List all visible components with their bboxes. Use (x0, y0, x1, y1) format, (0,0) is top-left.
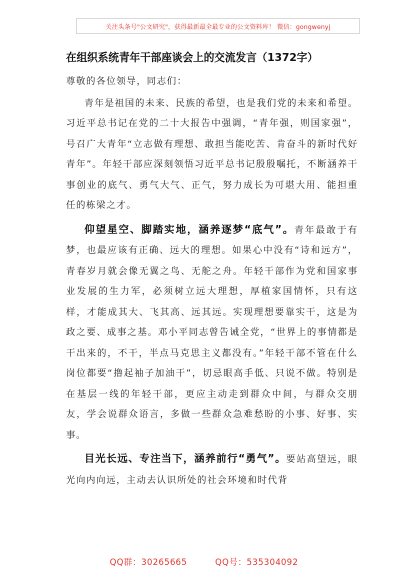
document-body (66, 72, 358, 491)
salutation: 尊敬的各位领导，同志们： (66, 76, 188, 87)
qq-group-text: QQ群：30265665 (109, 557, 188, 567)
paragraph-intro (66, 94, 358, 217)
promo-banner-text: 关注头条号"公文研究"，获得最新最全最专业的公文资料库！ 微信：gongwenyj (105, 23, 331, 31)
section-heading: 仰望星空、脚踏实地，涵养逐梦“底气”。 (84, 224, 295, 236)
qq-number-text: QQ号：535304092 (215, 557, 299, 567)
section-heading: 目光长远、专注当下，涵养前行“勇气”。 (84, 454, 287, 465)
contact-footer (0, 556, 408, 568)
document-title: 在组织系统青年干部座谈会上的交流发言（1372字） (66, 52, 318, 64)
paragraph-section-1 (66, 221, 358, 447)
paragraph-text: 要站高望远，眼光向内向远，主动去认识所处的社会环境和时代背 (66, 454, 358, 486)
paragraph-text: 青年是祖国的未来、民族的希望，也是我们党的未来和希望。习近平总书记在党的二十大报告中强调，“青年强，则国家强”，号召广大青年“立志做有理想、敢担当能吃苦、肯奋斗的新时代好青年”。年轻干部应深刻领悟习近平总书记殷殷嘱托，不断涵养干事创业的底气、勇气大气、正气，努力成长为可堪大用、能担重任的栋梁之才。 (66, 97, 358, 211)
paragraph-text: 青年最敢于有梦，也最应该有正确、远大的理想。如果心中没有“诗和远方”，青春岁月就会像无翼之鸟、无舵之舟。年轻干部作为党和国家事业发展的生力军，必须树立远大理想，厚植家国情怀，只有这样，才能成其大、飞其高、远其远。实现理想要靠实干，这是为政之要、成事之基。邓小平同志曾告诫全党，“世界上的事情都是干出来的，不干，半点马克思主义都没有。”年轻干部不管在什么岗位都要“撸起袖子加油干”，切忌眼高手低、只说不做。特别是在基层一线的年轻干部，更应主动走到群众中间，与群众交朋友，学会说群众语言，多做一些群众急难愁盼的小事、好事、实事。 (66, 224, 358, 441)
paragraph-section-2 (66, 450, 358, 491)
promo-banner (76, 18, 360, 34)
